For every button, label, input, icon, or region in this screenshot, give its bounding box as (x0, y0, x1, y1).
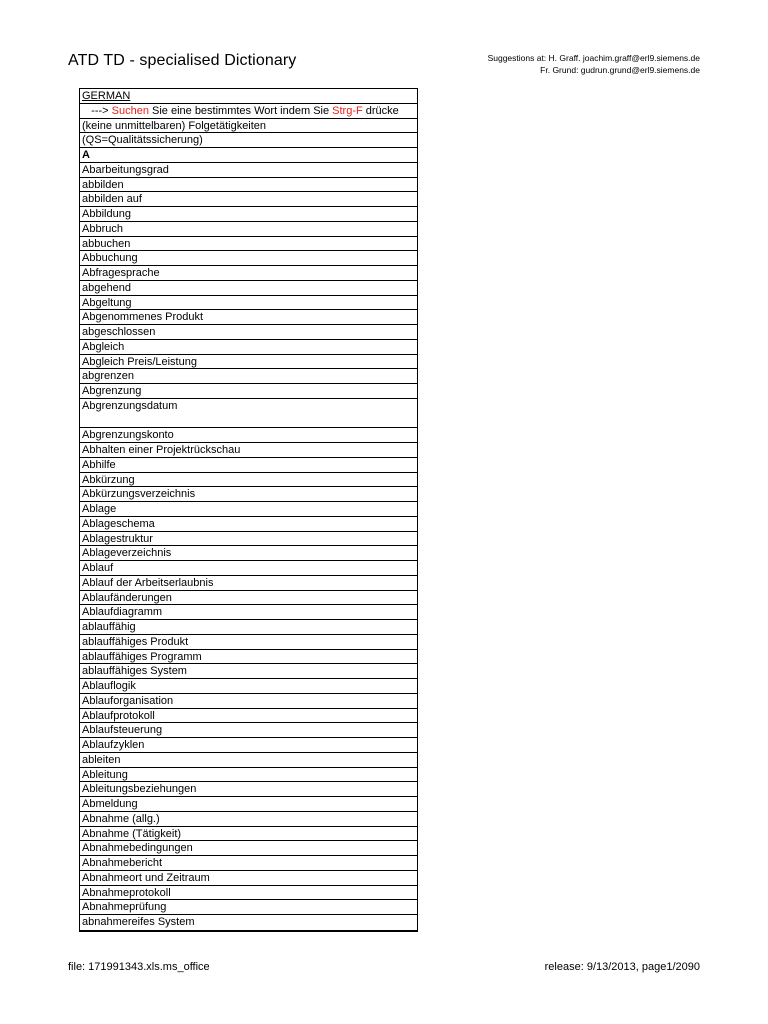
table-row: Abhalten einer Projektrückschau (80, 443, 417, 458)
table-row: Ablaufprotokoll (80, 709, 417, 724)
suggestions-line-2: Fr. Grund: gudrun.grund@erl9.siemens.de (540, 65, 700, 75)
table-row: Abfragesprache (80, 266, 417, 281)
table-row: Abnahmebedingungen (80, 841, 417, 856)
table-row: abgrenzen (80, 369, 417, 384)
table-row: ablauffähiges Produkt (80, 635, 417, 650)
table-row: Abarbeitungsgrad (80, 163, 417, 178)
table-row: Abnahmeort und Zeitraum (80, 871, 417, 886)
table-row: Ablaufdiagramm (80, 605, 417, 620)
table-row: Abkürzungsverzeichnis (80, 487, 417, 502)
footer-file: file: 171991343.xls.ms_office (68, 961, 210, 973)
table-row: Ablauf der Arbeitserlaubnis (80, 576, 417, 591)
table-row: Ablaufänderungen (80, 591, 417, 606)
search-hint-suffix: drücke (362, 104, 399, 117)
search-hint-row (80, 104, 417, 119)
table-row: abgeschlossen (80, 325, 417, 340)
table-row: Ablauforganisation (80, 694, 417, 709)
table-row: Abgenommenes Produkt (80, 310, 417, 325)
page-title: ATD TD - specialised Dictionary (68, 52, 297, 69)
table-row: Ableitung (80, 768, 417, 783)
table-row: Abgeltung (80, 296, 417, 311)
search-hint-prefix: ---> (82, 104, 112, 117)
search-hint-shortcut: Strg-F (332, 104, 363, 117)
table-row: ablauffähiges System (80, 664, 417, 679)
column-header-label: GERMAN (82, 90, 131, 102)
table-row: Ableitungsbeziehungen (80, 782, 417, 797)
table-row: Ablauflogik (80, 679, 417, 694)
table-row: (QS=Qualitätssicherung) (80, 133, 417, 148)
table-row: Abnahmeprotokoll (80, 886, 417, 901)
table-row: Ablagestruktur (80, 532, 417, 547)
table-row: ablauffähig (80, 620, 417, 635)
search-hint-middle: Sie eine bestimmtes Wort indem Sie (148, 104, 333, 117)
table-row: Abbuchung (80, 251, 417, 266)
table-row: Ablaufzyklen (80, 738, 417, 753)
table-row: Abgleich (80, 340, 417, 355)
table-row: Ablageschema (80, 517, 417, 532)
table-row: abgehend (80, 281, 417, 296)
table-row: Ablage (80, 502, 417, 517)
table-row: Abhilfe (80, 458, 417, 473)
suggestions-line-1: Suggestions at: H. Graff. joachim.graff@erl9.siemens.de (487, 53, 700, 63)
table-row: abbilden (80, 178, 417, 193)
table-row: abbilden auf (80, 192, 417, 207)
table-row: Abbildung (80, 207, 417, 222)
table-row: Abmeldung (80, 797, 417, 812)
table-row: abnahmereifes System (82, 916, 195, 928)
table-row: abbuchen (80, 237, 417, 252)
table-row: Abnahmebericht (80, 856, 417, 871)
table-row: Ablauf (80, 561, 417, 576)
table-row: Abgrenzung (80, 384, 417, 399)
table-row: Ablaufsteuerung (80, 723, 417, 738)
table-row: (keine unmittelbaren) Folgetätigkeiten (80, 119, 417, 134)
table-row: Abbruch (80, 222, 417, 237)
section-letter: A (80, 148, 417, 163)
column-header (80, 89, 417, 104)
search-hint-word: Suchen (111, 104, 149, 117)
suggestions-contact (488, 52, 700, 76)
table-row: Abnahme (Tätigkeit) (80, 827, 417, 842)
table-row: Abgrenzungskonto (80, 428, 417, 443)
dictionary-table (79, 88, 418, 932)
table-row: Abkürzung (80, 473, 417, 488)
table-row: ableiten (80, 753, 417, 768)
table-row: Abnahmeprüfung (80, 900, 417, 915)
table-row: ablauffähiges Programm (80, 650, 417, 665)
table-row: Abgrenzungsdatum (80, 399, 417, 429)
table-row: Abnahme (allg.) (80, 812, 417, 827)
table-row: Abgleich Preis/Leistung (80, 355, 417, 370)
footer-release: release: 9/13/2013, page1/2090 (544, 961, 700, 973)
table-row: Ablageverzeichnis (80, 546, 417, 561)
